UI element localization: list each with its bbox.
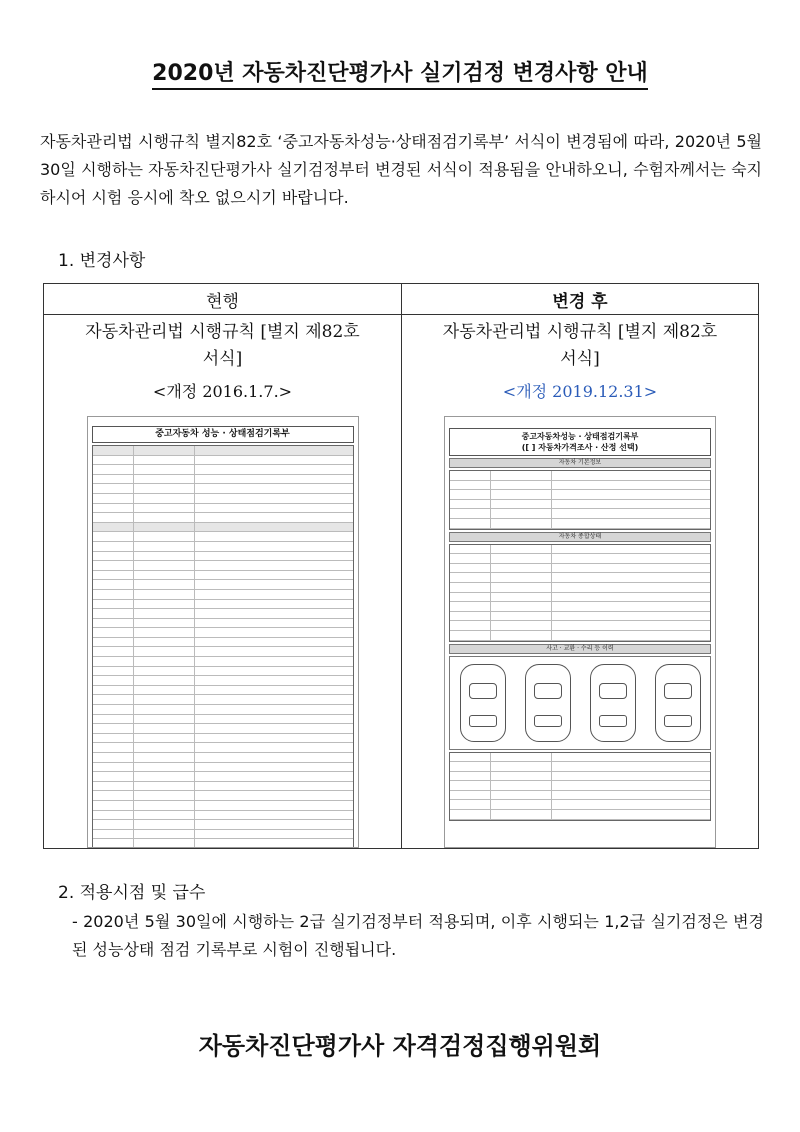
after-form-basic-info-bar: 자동차 기본정보 [449, 458, 711, 468]
before-description [44, 319, 401, 373]
car-diagrams [449, 656, 711, 750]
after-form-header-line [445, 417, 715, 426]
document-title [0, 56, 800, 87]
before-revision-date: <개정 2016.1.7.> [152, 382, 293, 401]
before-text-line-1: 자동차관리법 시행규칙 [별지 제82호 [85, 322, 360, 342]
before-cell [44, 315, 402, 849]
after-description [402, 319, 758, 373]
after-form-bottom-rows [449, 752, 711, 821]
car-diagram-icon [525, 664, 571, 742]
intro-paragraph [40, 128, 762, 212]
car-diagram-icon [460, 664, 506, 742]
intro-text: 자동차관리법 시행규칙 별지82호 ‘중고자동차성능·상태점검기록부’ 서식이 변경됨에 따라, 2020년 5월 30일 시행하는 자동차진단평가사 실기검정부터 변경된 서식이 적용됨을 안내하오니, 수험자께서는 숙지하시어 시험 응시에 착오 없으시기 바랍니다. [40, 132, 762, 207]
after-form-accident-bar: 사고 · 교환 · 수리 등 이력 [449, 644, 711, 654]
car-diagram-icon [590, 664, 636, 742]
after-revision-date: <개정 2019.12.31> [502, 382, 658, 401]
before-form-rows [92, 445, 354, 848]
before-form-header-line [88, 417, 358, 426]
issuer-footer: 자동차진단평가사 자격검정집행위원회 [198, 1032, 602, 1060]
after-form-overall-rows [449, 544, 711, 642]
comparison-table [43, 283, 759, 849]
after-header: 변경 후 [402, 284, 759, 315]
section-1-heading: 1. 변경사항 [58, 251, 146, 271]
before-form-title: 중고자동차 성능 · 상태점검기록부 [92, 426, 354, 443]
document-title-text: 2020년 자동차진단평가사 실기검정 변경사항 안내 [152, 61, 648, 90]
after-text-line-1: 자동차관리법 시행규칙 [별지 제82호 [442, 322, 718, 342]
after-form-image [444, 416, 716, 848]
after-cell [402, 315, 759, 849]
before-text-line-2: 서식] [202, 349, 243, 369]
car-diagram-icon [655, 664, 701, 742]
before-header: 현행 [44, 284, 402, 315]
after-form-title-line-2: ([ ] 자동차가격조사 · 산정 선택) [521, 443, 639, 452]
after-form-title-line-1: 중고자동차성능 · 상태점검기록부 [521, 432, 639, 441]
after-text-line-2: 서식] [560, 349, 600, 369]
after-form-title [449, 428, 711, 456]
section-2-text: - 2020년 5월 30일에 시행하는 2급 실기검정부터 적용되며, 이후 시행되는 1,2급 실기검정은 변경된 성능상태 점검 기록부로 시험이 진행됩니다. [72, 912, 764, 959]
section-2-heading: 2. 적용시점 및 급수 [58, 883, 206, 903]
before-form-image [87, 416, 359, 848]
after-form-basic-rows [449, 470, 711, 530]
after-form-overall-bar: 자동차 종합상태 [449, 532, 711, 542]
